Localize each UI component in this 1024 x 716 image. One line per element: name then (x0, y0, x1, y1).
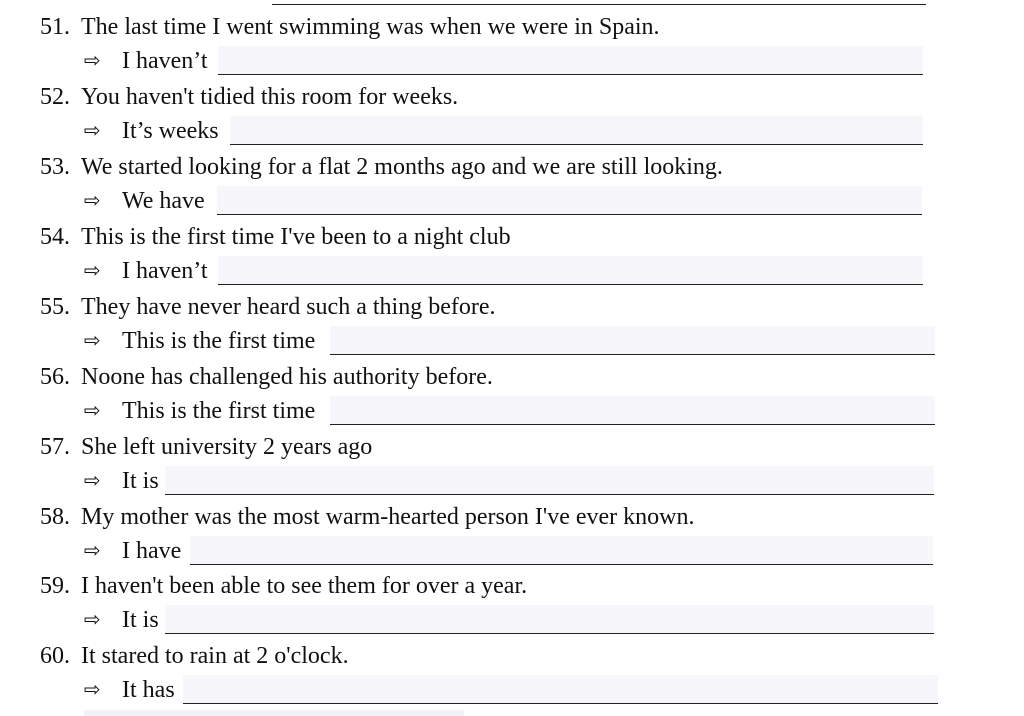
question-text: We started looking for a flat 2 months ago and we are still looking. (81, 154, 723, 180)
answer-input[interactable] (218, 256, 923, 285)
exercise-item (0, 502, 1024, 572)
answer-line (84, 675, 175, 705)
question-line (40, 12, 660, 42)
arrow-icon: ⇨ (84, 538, 101, 562)
question-number: 58. (40, 504, 70, 530)
answer-input[interactable] (165, 605, 934, 634)
answer-stem: It’s weeks (122, 118, 219, 144)
arrow-icon: ⇨ (84, 188, 101, 212)
answer-stem: This is the first time (122, 328, 316, 354)
answer-stem: It is (122, 468, 159, 494)
answer-line (84, 256, 208, 286)
answer-stem: It has (122, 677, 175, 703)
answer-stem: It is (122, 607, 159, 633)
answer-input[interactable] (165, 466, 934, 495)
question-number: 60. (40, 643, 70, 669)
question-text: You haven't tidied this room for weeks. (81, 84, 459, 110)
question-line (40, 292, 495, 322)
exercise-item (0, 292, 1024, 362)
answer-line (84, 605, 159, 635)
answer-line (84, 536, 181, 566)
question-line (40, 641, 349, 671)
question-number: 54. (40, 224, 70, 250)
question-number: 59. (40, 573, 70, 599)
next-item-fragment (84, 710, 464, 716)
question-number: 52. (40, 84, 70, 110)
question-text: My mother was the most warm-hearted person I've ever known. (81, 504, 695, 530)
question-line (40, 432, 372, 462)
answer-input[interactable] (330, 326, 935, 355)
answer-line (84, 116, 219, 146)
previous-answer-line[interactable] (272, 0, 926, 5)
arrow-icon: ⇨ (84, 607, 101, 631)
exercise-item (0, 82, 1024, 152)
question-text: It stared to rain at 2 o'clock. (81, 643, 349, 669)
answer-stem: We have (122, 188, 205, 214)
exercise-item (0, 432, 1024, 502)
answer-line (84, 466, 159, 496)
answer-line (84, 186, 205, 216)
answer-input[interactable] (330, 396, 935, 425)
question-text: I haven't been able to see them for over a year. (81, 573, 528, 599)
question-line (40, 502, 694, 532)
arrow-icon: ⇨ (84, 468, 101, 492)
answer-stem: I have (122, 538, 182, 564)
question-line (40, 571, 527, 601)
question-text: She left university 2 years ago (81, 434, 373, 460)
arrow-icon: ⇨ (84, 398, 101, 422)
exercise-item (0, 571, 1024, 641)
arrow-icon: ⇨ (84, 258, 101, 282)
answer-input[interactable] (218, 46, 923, 75)
answer-input[interactable] (183, 675, 938, 704)
question-text: Noone has challenged his authority before. (81, 364, 493, 390)
arrow-icon: ⇨ (84, 48, 101, 72)
answer-stem: This is the first time (122, 398, 316, 424)
answer-stem: I haven’t (122, 258, 208, 284)
exercise-item (0, 222, 1024, 292)
question-line (40, 152, 723, 182)
question-number: 51. (40, 14, 70, 40)
answer-input[interactable] (217, 186, 922, 215)
answer-input[interactable] (230, 116, 923, 145)
exercise-item (0, 641, 1024, 711)
question-text: They have never heard such a thing before. (81, 294, 496, 320)
answer-input[interactable] (190, 536, 933, 565)
question-number: 55. (40, 294, 70, 320)
exercise-item (0, 362, 1024, 432)
arrow-icon: ⇨ (84, 118, 101, 142)
arrow-icon: ⇨ (84, 677, 101, 701)
exercise-item (0, 12, 1024, 82)
exercise-item (0, 152, 1024, 222)
arrow-icon: ⇨ (84, 328, 101, 352)
answer-line (84, 46, 208, 76)
answer-line (84, 326, 315, 356)
question-text: This is the first time I've been to a night club (81, 224, 511, 250)
question-line (40, 362, 493, 392)
question-line (40, 222, 511, 252)
question-line (40, 82, 458, 112)
question-number: 57. (40, 434, 70, 460)
answer-line (84, 396, 315, 426)
question-number: 56. (40, 364, 70, 390)
question-text: The last time I went swimming was when we were in Spain. (81, 14, 660, 40)
answer-stem: I haven’t (122, 48, 208, 74)
question-number: 53. (40, 154, 70, 180)
